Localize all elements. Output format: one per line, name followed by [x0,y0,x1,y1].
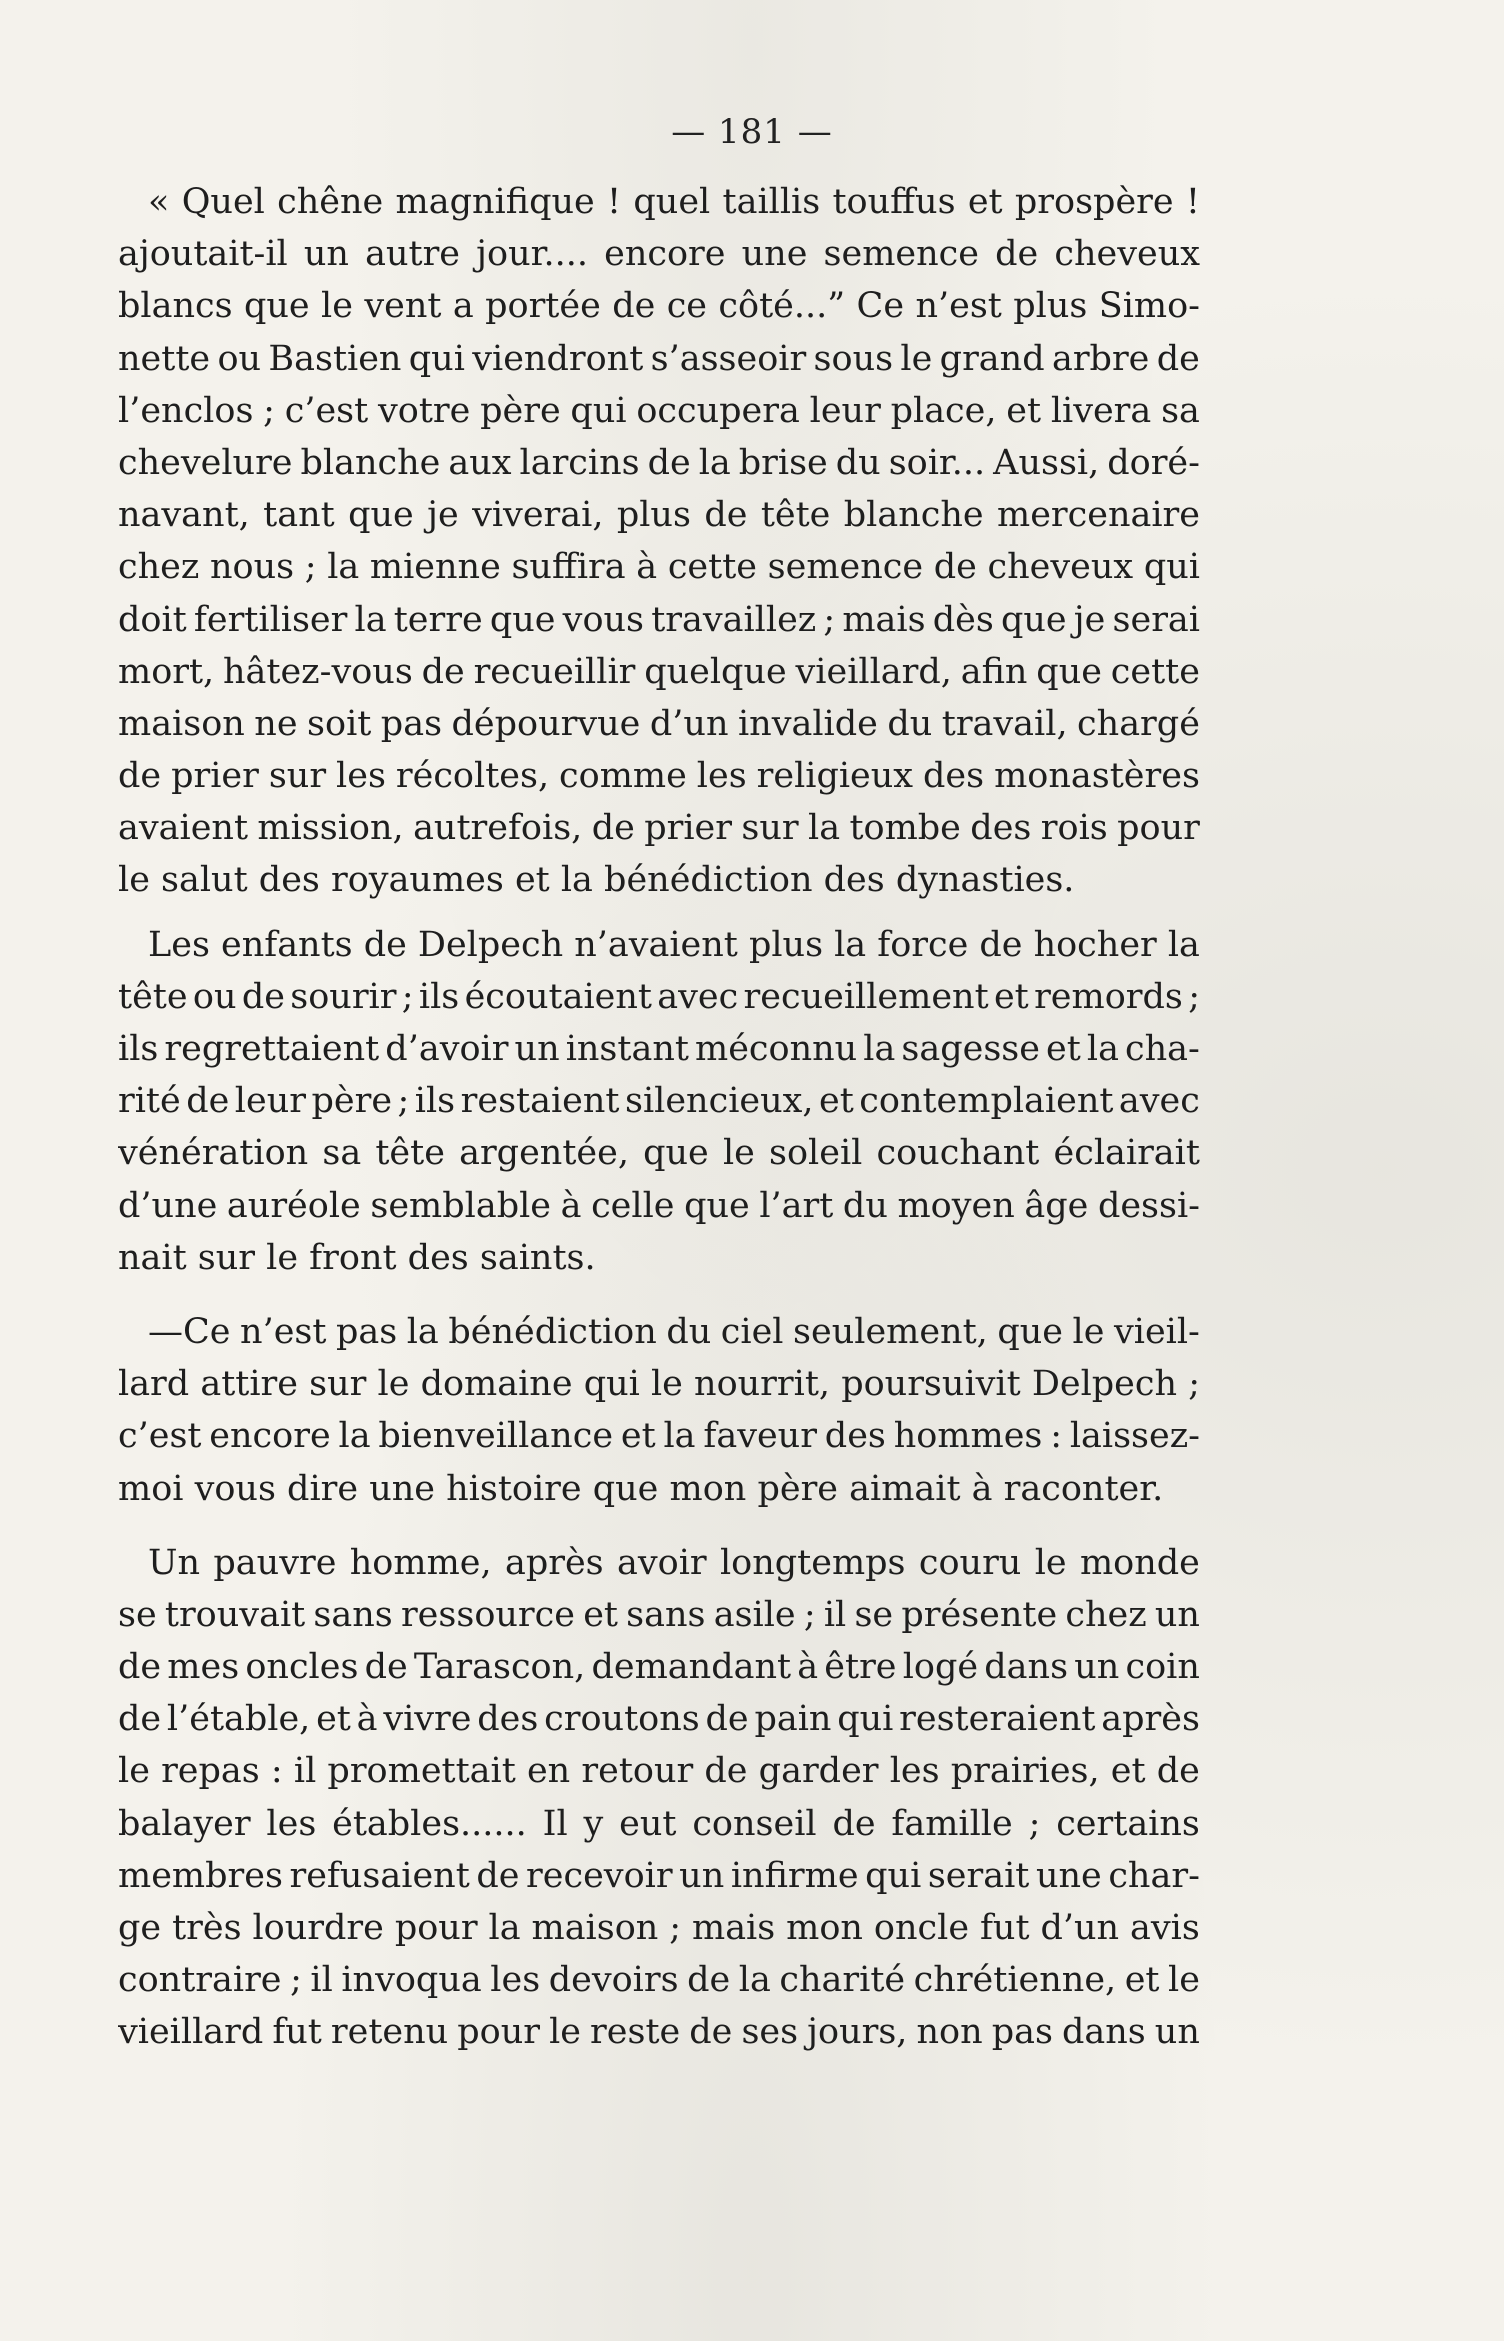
text-line: Les enfants de Delpech n’avaient plus la force de hocher la [148,924,1200,965]
paragraph [118,919,1200,1284]
text-line: maison ne soit pas dépourvue d’un invalide du travail, chargé [118,703,1200,744]
body-text [118,176,1200,2059]
text-line: ils regrettaient d’avoir un instant méconnu la sagesse et la cha- [118,1029,1200,1069]
paragraph [118,1306,1200,1515]
text-line: chez nous ; la mienne suffira à cette semence de cheveux qui [118,547,1200,588]
text-line: « Quel chêne magnifique ! quel taillis touffus et prospère ! [148,182,1200,222]
text-line: l’enclos ; c’est votre père qui occupera leur place, et livera sa [118,390,1200,431]
text-line: —Ce n’est pas la bénédiction du ciel seulement, que le vieil- [148,1311,1200,1352]
text-line: avaient mission, autrefois, de prier sur la tombe des rois pour [118,808,1200,849]
text-line: d’une auréole semblable à celle que l’art du moyen âge dessi- [118,1185,1200,1226]
paragraph [118,176,1200,907]
text-line: c’est encore la bienveillance et la faveur des hommes : laissez- [118,1416,1200,1457]
text-line: rité de leur père ; ils restaient silencieux, et contemplaient avec [118,1081,1200,1122]
text-line: ge très lourdre pour la maison ; mais mon oncle fut d’un avis [118,1908,1200,1948]
text-line: membres refusaient de recevoir un infirme qui serait une char- [118,1855,1200,1896]
text-line: navant, tant que je viverai, plus de tête blanche mercenaire [118,495,1200,536]
text-line: mort, hâtez-vous de recueillir quelque vieillard, afin que cette [118,651,1200,692]
text-line: chevelure blanche aux larcins de la brise du soir... Aussi, doré- [118,442,1200,483]
text-line: lard attire sur le domaine qui le nourrit, poursuivit Delpech ; [118,1364,1200,1405]
text-line: de mes oncles de Tarascon, demandant à être logé dans un coin [118,1647,1200,1688]
text-line: doit fertiliser la terre que vous travaillez ; mais dès que je serai [118,599,1200,640]
text-line: le salut des royaumes et la bénédiction des dynasties. [118,860,1075,901]
text-line: de l’étable, et à vivre des croutons de pain qui resteraient après [118,1699,1200,1740]
text-line: tête ou de sourir ; ils écoutaient avec recueillement et remords ; [118,976,1200,1017]
text-line: nait sur le front des saints. [118,1237,596,1278]
text-line: balayer les étables...... Il y eut conseil de famille ; certains [118,1803,1200,1844]
text-line: vieillard fut retenu pour le reste de ses jours, non pas dans un [118,2012,1200,2053]
text-line: nette ou Bastien qui viendront s’asseoir sous le grand arbre de [118,338,1200,379]
text-line: se trouvait sans ressource et sans asile ; il se présente chez un [118,1594,1200,1635]
text-line: Un pauvre homme, après avoir longtemps couru le monde [148,1542,1200,1583]
text-line: de prier sur les récoltes, comme les religieux des monastères [118,756,1200,797]
text-line: ajoutait-il un autre jour.... encore une semence de cheveux [118,234,1200,275]
text-line: le repas : il promettait en retour de garder les prairies, et de [118,1751,1200,1792]
page-number: — 181 — [671,112,833,152]
text-line: vénération sa tête argentée, que le soleil couchant éclairait [118,1133,1200,1174]
text-line: blancs que le vent a portée de ce côté...” Ce n’est plus Simo- [118,286,1200,327]
paragraph [118,1537,1200,2059]
text-line: contraire ; il invoqua les devoirs de la charité chrétienne, et le [118,1960,1200,2001]
text-line: moi vous dire une histoire que mon père aimait à raconter. [118,1468,1164,1509]
